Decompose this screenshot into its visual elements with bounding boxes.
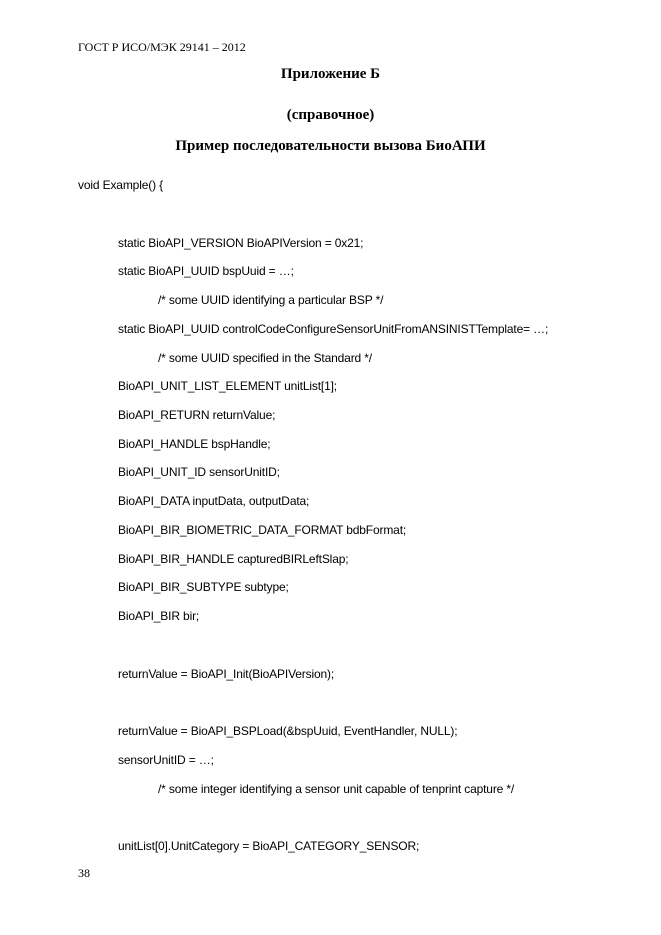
code-line: static BioAPI_UUID controlCodeConfigureSensorUnitFromANSINISTTemplate= …;	[118, 322, 549, 336]
code-line: returnValue = BioAPI_BSPLoad(&bspUuid, EventHandler, NULL);	[118, 724, 458, 738]
code-line: BioAPI_UNIT_LIST_ELEMENT unitList[1];	[118, 379, 337, 393]
appendix-title: Приложение Б	[280, 66, 381, 82]
document-header: ГОСТ Р ИСО/МЭК 29141 – 2012	[78, 40, 246, 54]
section-title: Пример последовательности вызова БиоАПИ	[175, 138, 486, 154]
code-line: static BioAPI_UUID bspUuid = …;	[118, 264, 294, 278]
code-line: BioAPI_UNIT_ID sensorUnitID;	[118, 465, 280, 479]
code-comment: /* some UUID identifying a particular BSP */	[158, 293, 384, 307]
code-line: BioAPI_RETURN returnValue;	[118, 408, 276, 422]
code-line: sensorUnitID = …;	[118, 753, 214, 767]
code-line: void Example() {	[78, 178, 163, 192]
code-line: static BioAPI_VERSION BioAPIVersion = 0x21;	[118, 236, 364, 250]
appendix-type: (справочное)	[286, 107, 375, 123]
code-line: BioAPI_BIR bir;	[118, 609, 200, 623]
code-line: returnValue = BioAPI_Init(BioAPIVersion);	[118, 667, 335, 681]
code-line: BioAPI_HANDLE bspHandle;	[118, 437, 271, 451]
code-line: BioAPI_BIR_SUBTYPE subtype;	[118, 580, 289, 594]
page-number: 38	[78, 866, 90, 880]
code-line: BioAPI_BIR_BIOMETRIC_DATA_FORMAT bdbFormat;	[118, 523, 407, 537]
code-comment: /* some integer identifying a sensor unit capable of tenprint capture */	[158, 782, 515, 796]
code-line: BioAPI_DATA inputData, outputData;	[118, 494, 310, 508]
code-line: BioAPI_BIR_HANDLE capturedBIRLeftSlap;	[118, 552, 349, 566]
code-line: unitList[0].UnitCategory = BioAPI_CATEGORY_SENSOR;	[118, 839, 420, 853]
code-comment: /* some UUID specified in the Standard */	[158, 351, 372, 365]
